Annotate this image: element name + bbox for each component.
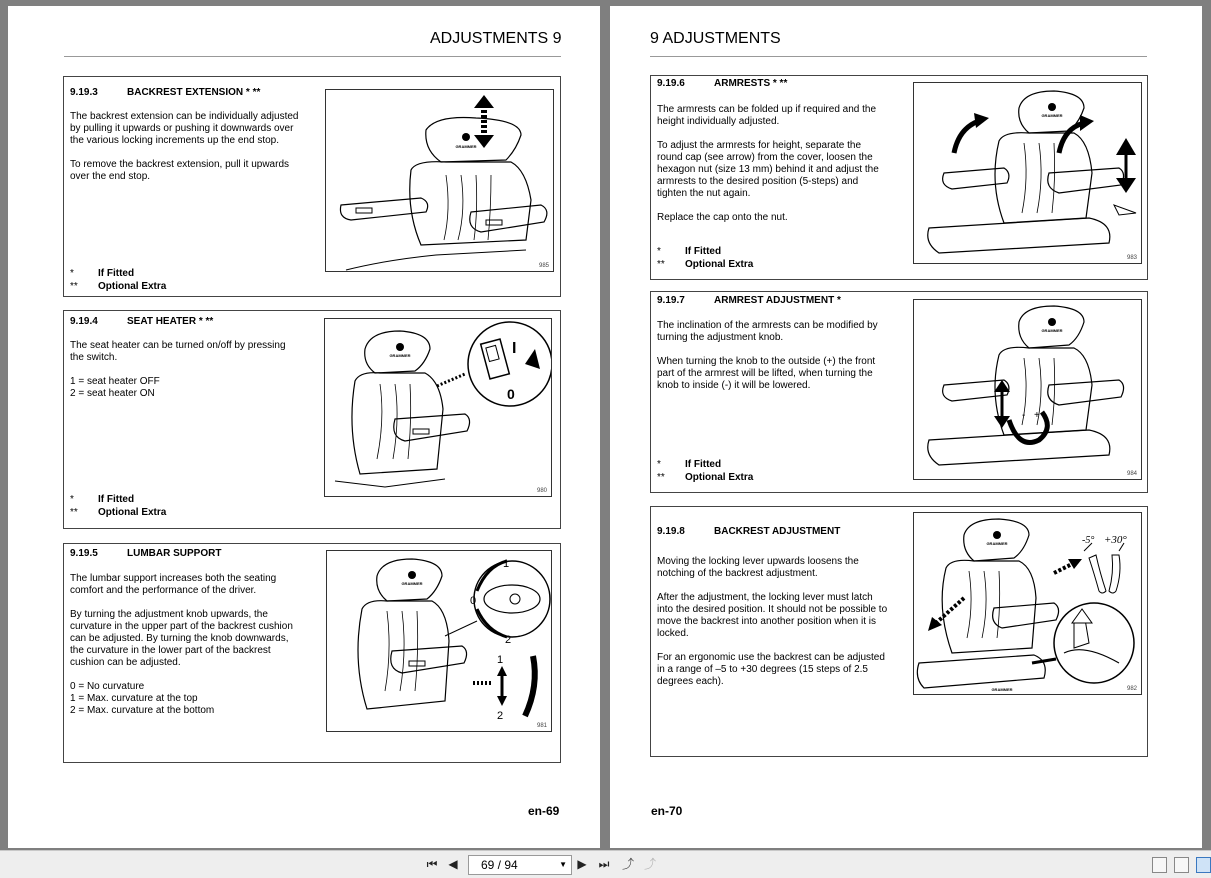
page-number-select[interactable] bbox=[468, 855, 572, 875]
section-backrest-extension bbox=[63, 76, 561, 297]
section-title: 9.19.3 BACKREST EXTENSION * ** bbox=[70, 87, 261, 98]
chevron-down-icon: ▼ bbox=[559, 860, 567, 869]
last-page-icon[interactable]: ⏭ bbox=[598, 857, 610, 871]
seat-illustration bbox=[325, 319, 551, 496]
switch-off-label: 0 bbox=[507, 386, 515, 402]
knob-label-1: 1 bbox=[503, 558, 510, 570]
curvature-label-1: 1 bbox=[497, 654, 504, 666]
prev-page-icon[interactable]: ◀ bbox=[448, 857, 458, 871]
header-rule bbox=[650, 56, 1147, 57]
figure-backrest-extension bbox=[325, 89, 554, 272]
left-page bbox=[8, 6, 600, 848]
brand-label: GRAMMER bbox=[986, 541, 1008, 546]
first-page-icon[interactable]: ⏮ bbox=[426, 857, 438, 871]
section-armrest-adjustment bbox=[650, 291, 1148, 493]
section-title: 9.19.5 LUMBAR SUPPORT bbox=[70, 548, 222, 559]
section-title: 9.19.4 SEAT HEATER * ** bbox=[70, 316, 214, 327]
single-page-icon[interactable] bbox=[1152, 857, 1167, 873]
figure-id: 980 bbox=[536, 488, 547, 494]
header-rule bbox=[64, 56, 561, 57]
figure-id: 985 bbox=[538, 263, 549, 269]
seat-illustration bbox=[914, 83, 1141, 263]
page-header: ADJUSTMENTS 9 bbox=[430, 30, 562, 47]
section-title: 9.19.7 ARMREST ADJUSTMENT * bbox=[657, 295, 841, 306]
seat-illustration bbox=[914, 300, 1141, 479]
brand-label: GRAMMER bbox=[455, 144, 477, 149]
legend: * If Fitted ** Optional Extra bbox=[70, 268, 167, 292]
angle-plus-label: +30° bbox=[1104, 534, 1127, 546]
section-body: The armrests can be folded up if required and the height individually adjusted. To adjust the armrests for height, separate the round cap (see arrow) from the cover, loosen the hexagon nut (size 13 mm) behind it and adjust the armrests to the desired position (5-steps) and tighten the nut again. Replace the cap onto the nut. bbox=[657, 104, 879, 223]
brand-label: GRAMMER bbox=[1041, 113, 1063, 118]
figure-id: 981 bbox=[536, 723, 547, 729]
knob-label-0: 0 bbox=[470, 595, 477, 607]
figure-seat-heater bbox=[324, 318, 552, 497]
knob-label-2: 2 bbox=[505, 634, 512, 646]
brand-label: GRAMMER bbox=[389, 353, 411, 358]
legend: * If Fitted ** Optional Extra bbox=[657, 246, 754, 270]
section-body: The lumbar support increases both the seating comfort and the performance of the driver. By turning the adjustment knob upwards, the curvature in the upper part of the backrest cushion can be adjusted. By turning the knob downwards, the curvature in the lower part of the backrest cushion can be adjusted. 0 = No curvature 1 = Max. curvature at the top 2 = Max. curvature at the bottom bbox=[70, 573, 293, 716]
section-title: 9.19.8 BACKREST ADJUSTMENT bbox=[657, 526, 841, 537]
section-body: The inclination of the armrests can be modified by turning the adjustment knob. When turning the knob to the outside (+) the front part of the armrest will be lifted, when turning the knob to inside (-) it will be lowered. bbox=[657, 320, 878, 391]
right-page bbox=[610, 6, 1202, 848]
section-body: The seat heater can be turned on/off by pressing the switch. 1 = seat heater OFF 2 = seat heater ON bbox=[70, 340, 286, 399]
switch-on-label: I bbox=[512, 340, 517, 357]
figure-lumbar-support bbox=[326, 550, 552, 732]
figure-armrest-adjustment bbox=[913, 299, 1142, 480]
page-number: en-69 bbox=[528, 804, 560, 818]
figure-armrests bbox=[913, 82, 1142, 264]
brand-label-base: GRAMMER bbox=[991, 687, 1013, 692]
figure-id: 983 bbox=[1126, 255, 1137, 261]
brand-label: GRAMMER bbox=[401, 581, 423, 586]
section-title: 9.19.6 ARMRESTS * ** bbox=[657, 78, 788, 89]
section-armrests bbox=[650, 75, 1148, 280]
next-page-icon[interactable]: ▶ bbox=[577, 857, 587, 871]
page-number: en-70 bbox=[651, 804, 683, 818]
section-backrest-adjustment bbox=[650, 506, 1148, 757]
seat-illustration bbox=[914, 513, 1141, 694]
seat-illustration bbox=[327, 551, 551, 731]
section-lumbar-support bbox=[63, 543, 561, 763]
brand-label: GRAMMER bbox=[1041, 328, 1063, 333]
figure-id: 982 bbox=[1126, 686, 1137, 692]
seat-illustration bbox=[326, 90, 553, 271]
rotate-icon[interactable]: ⤴ bbox=[621, 857, 634, 871]
figure-backrest-adjustment bbox=[913, 512, 1142, 695]
facing-icon[interactable] bbox=[1196, 857, 1211, 873]
section-seat-heater bbox=[63, 310, 561, 529]
curvature-label-2: 2 bbox=[497, 710, 504, 722]
page-number-value: 69 / 94 bbox=[481, 858, 518, 872]
section-body: Moving the locking lever upwards loosens the notching of the backrest adjustment. After the adjustment, the locking lever must latch into the desired position. It should not be possible to move the backrest into another position when it is locked. For an ergonomic use the backrest can be adjusted in a range of –5 to +30 degrees (15 steps of 2.5 degrees each). bbox=[657, 556, 888, 687]
rotate-disabled-icon: ⤴ bbox=[643, 857, 656, 871]
plus-label: + bbox=[1034, 410, 1040, 421]
legend: * If Fitted ** Optional Extra bbox=[657, 459, 754, 483]
continuous-icon[interactable] bbox=[1174, 857, 1189, 873]
page-header: 9 ADJUSTMENTS bbox=[650, 30, 781, 47]
angle-minus-label: -5° bbox=[1082, 535, 1095, 546]
figure-id: 984 bbox=[1126, 471, 1137, 477]
minus-label: - bbox=[1022, 410, 1026, 421]
section-body: The backrest extension can be individually adjusted by pulling it upwards or pushing it downwards over the various locking increments up the end stop. To remove the backrest extension, pull it upwards over the end stop. bbox=[70, 111, 299, 182]
legend: * If Fitted ** Optional Extra bbox=[70, 494, 167, 518]
viewer-toolbar bbox=[0, 850, 1211, 878]
